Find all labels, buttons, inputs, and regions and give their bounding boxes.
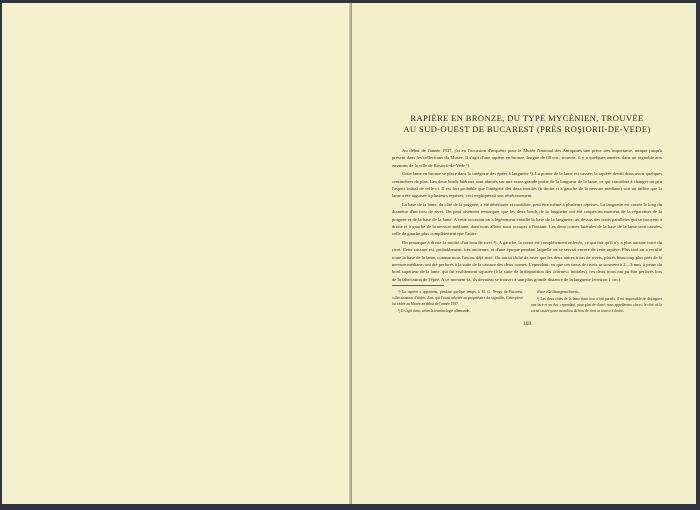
footnotes-left-column (392, 289, 523, 315)
article-title-line-1: RAPIÈRE EN BRONZE, DU TYPE MYCÉNIEN, TROUVÉE (410, 113, 644, 123)
footnote-3: ³) Les deux côtés de la lame étant tout à fait pareils, il est impossible de distinguer une face et un dos; cependant, pour plus de clarté, nous appellerons «face» le côté où la corne cassée porte au milieu du trou de rivet se trouve à droite. (531, 296, 662, 313)
article-title (392, 113, 662, 135)
article-text-block (392, 113, 662, 327)
footnotes (392, 289, 662, 315)
right-page (352, 3, 696, 504)
left-page-blank (2, 3, 352, 504)
footnote-1: ¹) La rapière a appartenu, pendant quelque temps, à M. G. Neagu de Bucarest, collectionneur d'objets d'art, qui l'avait achetée au propriétaire du vignoble. Cette pièce fut cédée au Musée au début de l'année 1937. (392, 289, 523, 306)
body-paragraph-3: La base de la lame, du côté de la poignée, a été détériorée et modifiée, peut être même à plusieurs reprises. La languette est cassée le long du diamètre d'un trou de rivet. On peut aisément remarquer que les deux bords de la languette ont été coupés au moment de la réparation de la poignée et de la base de la lame. A cette occasion on a légèrement entaillé la base de la languette, au dessus des traits parallèles qui se trouvent à droite et à gauche de la nervure médiane, dont nous allons nous occuper à l'instant. Les deux cornes latérales de la base de la lame sont cassées, celle de gauche plus complètement que l'autre. (392, 202, 662, 237)
body-paragraph-2: Cette lame en bronze se place dans la catégorie des épées à languette ²). La pointe de la lame est cassée; la rapière devait donc avoir quelques centimètres de plus. Les deux bords latéraux sont abimés sur une assez grande partie de la longueur de la lame, ce qui contribue à changer un peu l'aspect initial de celle-ci. Il est fort probable que l'intégrité des deux moitiés (à droite et à gauche de la nervure médiane) soit un indice que la lame a été aiguisée à plusieurs reprises; ceci expliquerait son rétrécissement. (392, 171, 662, 199)
footnote-2: ²) Il s'agit donc, selon la terminologie allemande, (398, 308, 471, 313)
footnote-separator (392, 285, 444, 286)
footnote-2-continued: d'une «Griffzungenschwert». (537, 289, 580, 294)
footnotes-right-column (531, 289, 662, 315)
article-title-line-2: AU SUD-OUEST DE BUCAREST (PRÈS ROȘIORII-DE-VEDE) (403, 124, 651, 134)
body-paragraph-4: On remarque à droite la moitié d'un trou de rivet ³). A gauche, la corne est complètement enlevée, ce qui fait qu'il n'y a plus aucune trace du rivet. Cette cassure est, probablement, très ancienne, et d'une époque pendant laquelle on se servait encore de cette rapière. Plus tard on a rectifié toute la base de la lame, comme nous l'avons déjà noté. On aurait tâché de raser que les deux autres trous de rivets, placés beaucoup plus près de la nervure médiane, ont été perforés à la suite de la cassure des deux cornes. Cependant, vu que ces trous de rivets se trouvent à 2—3 mm. à peine du bord supérieur de la lame, qui fut visiblement rajustée (à la suite de la disparition des «cornes» initiales), ces deux trous ont pu être perforés lors de la fabrication de l'épée. A ce moment-là, ils devaient se trouver à une plus grande distance de la languette (environ 1 cm.). (392, 240, 662, 282)
body-paragraph-1: Au début de l'année 1937, j'ai eu l'occasion d'acquérir pour le Musée National des Antiquités une pièce très importante, unique jusqu'à présent dans les collections du Musée. Il s'agit d'une rapière en bronze, longue de 68 cm., trouvée, il y a quelques années, dans un vignoble aux environs de la ville de Roșiorii-de-Vede ¹). (392, 148, 662, 168)
page-number: 169 (522, 320, 532, 327)
